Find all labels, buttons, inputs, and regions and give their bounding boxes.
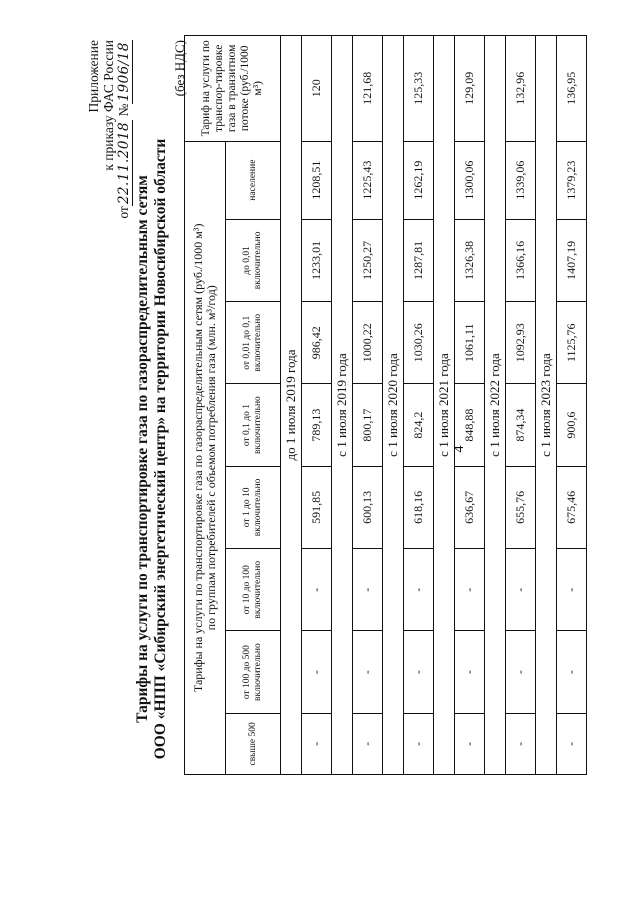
tariff-cell: 848,88 — [455, 384, 485, 466]
period-row — [281, 36, 302, 775]
tariff-cell: 120 — [302, 36, 332, 142]
table-row — [404, 36, 434, 775]
tariff-cell: 1030,26 — [404, 302, 434, 384]
column-header: от 0,01 до 0,1 включительно — [226, 302, 281, 384]
period-label: с 1 июля 2023 года — [536, 36, 557, 775]
period-row — [434, 36, 455, 775]
tariff-cell: 129,09 — [455, 36, 485, 142]
tariff-cell: 1250,27 — [353, 219, 383, 301]
tariff-table — [184, 35, 587, 775]
tariff-cell: 132,96 — [506, 36, 536, 142]
tariff-cell: 636,67 — [455, 466, 485, 548]
column-header: от 100 до 500 включительно — [226, 631, 281, 713]
period-label: с 1 июля 2022 года — [485, 36, 506, 775]
tariff-cell: - — [302, 713, 332, 774]
tariff-cell: 1407,19 — [557, 219, 587, 301]
appendix-order-ref: к приказу ФАС России — [101, 40, 116, 171]
tariff-cell: - — [506, 549, 536, 631]
column-header: от 0,1 до 1 включительно — [226, 384, 281, 466]
tariff-cell: 1208,51 — [302, 141, 332, 219]
table-row — [302, 36, 332, 775]
tariff-cell: 824,2 — [404, 384, 434, 466]
tariff-table-body — [281, 36, 587, 775]
tariff-cell: 1326,38 — [455, 219, 485, 301]
group-header-line-1: Тарифы на услуги по транспортировке газа по газораспределительным сетям (руб./1000 м³) — [191, 223, 205, 693]
group-header-line-2: по группам потребителей с объемом потребления газа (млн. м³/год) — [204, 285, 218, 631]
tariff-cell: 874,34 — [506, 384, 536, 466]
tariff-cell: 675,46 — [557, 466, 587, 548]
appendix-order-date: 22.11.2018 — [116, 121, 132, 205]
column-header: население — [226, 141, 281, 219]
column-header: от 10 до 100 включительно — [226, 549, 281, 631]
tariff-cell: 1262,19 — [404, 141, 434, 219]
column-header: от 1 до 10 включительно — [226, 466, 281, 548]
tariff-cell: - — [302, 631, 332, 713]
tariff-cell: - — [404, 713, 434, 774]
appendix-date-prefix: от — [116, 206, 131, 219]
appendix-order-date-line — [116, 40, 133, 270]
table-row — [557, 36, 587, 775]
tariff-cell: - — [404, 549, 434, 631]
tariff-cell: - — [506, 713, 536, 774]
tariff-cell: - — [404, 631, 434, 713]
tariff-cell: 1339,06 — [506, 141, 536, 219]
tariff-cell: 600,13 — [353, 466, 383, 548]
tariff-cell: 655,76 — [506, 466, 536, 548]
tariff-cell: 1092,93 — [506, 302, 536, 384]
page-number: 4 — [452, 445, 467, 453]
column-header: до 0,01 включительно — [226, 219, 281, 301]
tariff-cell: 125,33 — [404, 36, 434, 142]
title-line-1: Тарифы на услуги по транспортировке газа по газораспределительным сетям — [134, 175, 151, 723]
period-label: с 1 июля 2019 года — [332, 36, 353, 775]
tariff-cell: 121,68 — [353, 36, 383, 142]
table-row — [353, 36, 383, 775]
tariff-cell: - — [455, 631, 485, 713]
tariff-cell: 800,17 — [353, 384, 383, 466]
tariff-cell: 1287,81 — [404, 219, 434, 301]
tariff-cell: 1225,43 — [353, 141, 383, 219]
tariff-cell: - — [353, 631, 383, 713]
tariff-cell: - — [506, 631, 536, 713]
period-label: с 1 июля 2021 года — [434, 36, 455, 775]
tariff-cell: - — [557, 631, 587, 713]
appendix-label: Приложение — [86, 40, 101, 113]
tariff-cell: 1300,06 — [455, 141, 485, 219]
period-label: с 1 июля 2020 года — [383, 36, 404, 775]
title-line-2: ООО «НПП «Сибирский энергетический центр» на территории Новосибирской области — [152, 138, 169, 760]
tariff-cell: 789,13 — [302, 384, 332, 466]
period-row — [536, 36, 557, 775]
tariff-cell: 618,16 — [404, 466, 434, 548]
tariff-cell: - — [353, 549, 383, 631]
table-row — [506, 36, 536, 775]
table-group-header — [185, 141, 226, 774]
tariff-cell: 1000,22 — [353, 302, 383, 384]
period-row — [485, 36, 506, 775]
document-title — [134, 89, 170, 809]
tariff-cell: - — [557, 549, 587, 631]
tariff-cell: 591,85 — [302, 466, 332, 548]
tariff-cell: 1379,23 — [557, 141, 587, 219]
column-header: свыше 500 — [226, 713, 281, 774]
tariff-cell: - — [353, 713, 383, 774]
tariff-cell: 1233,01 — [302, 219, 332, 301]
period-label: до 1 июля 2019 года — [281, 36, 302, 775]
tariff-cell: 1125,76 — [557, 302, 587, 384]
vat-note: (без НДС) — [172, 40, 187, 97]
period-row — [383, 36, 404, 775]
tariff-cell: - — [455, 713, 485, 774]
appendix-number-sign: № — [116, 103, 131, 117]
appendix-order-number: 1906/18 — [116, 42, 132, 102]
transit-tariff-header: Тариф на услуги по транспор-тировке газа в транзитном потоке (руб./1000 м³) — [185, 36, 281, 142]
tariff-cell: 1061,11 — [455, 302, 485, 384]
table-row — [455, 36, 485, 775]
tariff-cell: 900,6 — [557, 384, 587, 466]
tariff-cell: 1366,16 — [506, 219, 536, 301]
tariff-cell: - — [557, 713, 587, 774]
tariff-cell: 986,42 — [302, 302, 332, 384]
tariff-cell: - — [455, 549, 485, 631]
tariff-cell: - — [302, 549, 332, 631]
appendix-block — [86, 40, 133, 270]
period-row — [332, 36, 353, 775]
tariff-cell: 136,95 — [557, 36, 587, 142]
